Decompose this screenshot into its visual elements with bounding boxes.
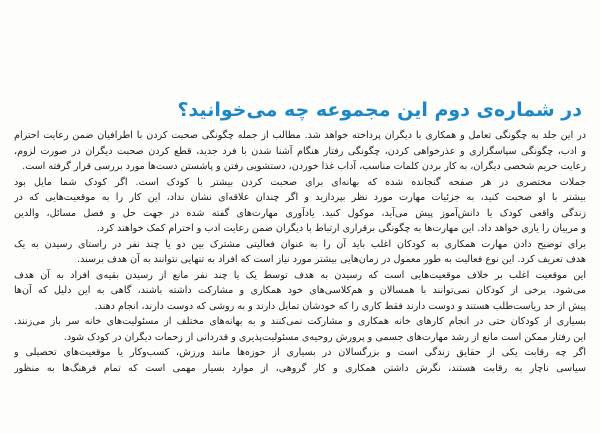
article-body	[14, 128, 586, 376]
body-line: در این جلد به چگونگی تعامل و همکاری با دیگران پرداخته خواهد شد. مطالب از جمله چگونگی صحبت کردن با اطرافیان ضمن رعایت احترام	[14, 130, 586, 141]
body-line: می‌شود. برخی از کودکان نمی‌توانند با همسالان و هم‌کلاسی‌های خود همکاری و مشارکت داشته باشند، گاهی به این دلیل که آن‌ها	[14, 285, 586, 296]
body-line: اگر چه رقابت یکی از حقایق زندگی است و بزرگسالان در بسیاری از حوزه‌ها مانند ورزش، کسب‌وکار یا موقعیت‌های تحصیلی و	[14, 347, 586, 358]
body-line: این رفتار ممکن است مانع از رشد مهارت‌های جسمی و پرورش روحیه‌ی مسئولیت‌پذیری و قدردانی از زحمات دیگران در کودک شود.	[63, 331, 586, 343]
body-line: سیاسی ناچار به رقابت هستند، نگرش داشتن همکاری و کار گروهی، از موارد بسیار مهمی است که تمام فرهنگ‌ها به منظور	[14, 362, 586, 374]
body-line: رعایت حریم شخصی دیگران، به کار بردن کلمات مناسب، آداب غذا خوردن، دستشویی رفتن و پاشستن دست‌ها مورد بررسی قرار گرفته است.	[22, 161, 586, 172]
body-line: بیشتر با او صحبت کنید، به جزئیات مهارت مورد نظر بپردازید و اگر چندان علاقه‌ای نشان نداد، این کار را به موقعیت‌هایی که در	[14, 192, 586, 203]
body-line: هدف تعریف کرد. این نوع فعالیت به طور معمول در زمان‌هایی بیشتر مورد نیاز است که افراد به تنهایی نتوانند به آن هدف برسند.	[77, 254, 586, 265]
body-line: بسیاری از کودکان حتی در انجام کارهای خانه همکاری و مشارکت نمی‌کنند و به بهانه‌های مختلف از مسئولیت‌های خانه سر باز می‌زنند.	[14, 316, 586, 327]
article-heading: در شماره‌ی دوم این مجموعه چه می‌خوانید؟	[177, 99, 582, 121]
body-line: زندگی واقعی کودک یا دانش‌آموز پیش می‌آید، موکول کنید. یادآوری مهارت‌های گفته شده در جهت حل و فصل مسائل، والدین	[14, 207, 586, 219]
body-line: و مربیان را یاری خواهد داد. این مهارت‌ها به چگونگی برقراری ارتباط با دیگران ضمن رعایت ادب و احترام کمک خواهند کرد.	[96, 223, 586, 234]
body-line: برای توضیح دادن مهارت همکاری به کودکان اغلب باید آن را به عنوان فعالیتی مشترک بین دو یا چند نفر در راستای رسیدن به یک	[14, 238, 586, 250]
body-line: و ادب، چگونگی سپاسگزاری و عذرخواهی کردن، چگونگی رفتار هنگام آشنا شدن با فرد جدید، قطع کردن صحبت دیگران در صورت لزوم،	[14, 145, 586, 157]
body-line: این موقعیت اغلب بر خلاف موقعیت‌هایی است که رسیدن به هدف توسط یک یا چند نفر مانع از رسیدن بقیه‌ی افراد به آن هدف	[14, 269, 586, 281]
body-line: پیش از حد ریاست‌طلب هستند و دوست دارند فقط کاری را که خودشان تمایل دارند و به روشی که دوست دارند، انجام دهند.	[94, 300, 586, 312]
body-line: جملات مختصری در هر صفحه گنجانده شده که بهانه‌ای برای صحبت کردن بیشتر با کودک است. اگر کودک شما مایل بود	[14, 176, 586, 188]
